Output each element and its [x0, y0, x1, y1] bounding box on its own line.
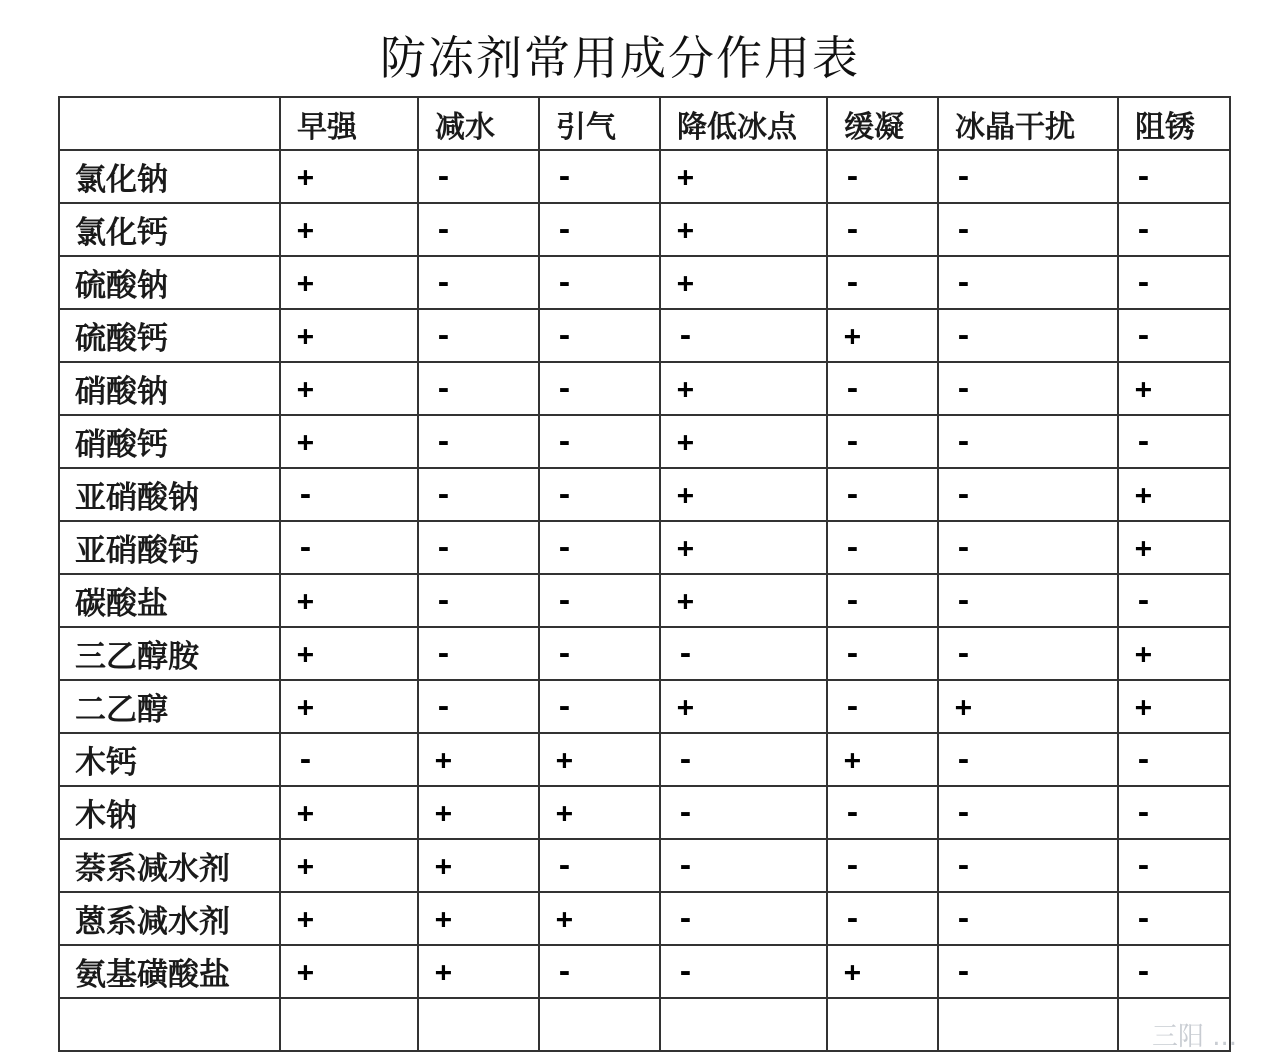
- table-row: [59, 415, 1230, 468]
- effect-mark-cell: -: [827, 786, 938, 839]
- effect-mark-cell: -: [280, 521, 418, 574]
- effect-mark-cell: +: [539, 786, 660, 839]
- effect-mark-cell: -: [539, 521, 660, 574]
- table-cell: [827, 998, 938, 1051]
- effect-mark-cell: +: [418, 733, 539, 786]
- table-header-row: [59, 97, 1230, 150]
- effect-mark-cell: -: [1118, 415, 1230, 468]
- effect-mark-cell: -: [938, 786, 1118, 839]
- effect-mark-cell: +: [660, 574, 827, 627]
- row-label: 硝酸钙: [59, 415, 280, 468]
- effect-mark-cell: -: [827, 362, 938, 415]
- effect-mark-cell: -: [539, 839, 660, 892]
- row-label: 木钠: [59, 786, 280, 839]
- effect-mark-cell: +: [280, 309, 418, 362]
- column-header: 减水: [418, 97, 539, 150]
- column-header: 缓凝: [827, 97, 938, 150]
- effect-mark-cell: -: [938, 256, 1118, 309]
- effect-mark-cell: +: [280, 415, 418, 468]
- table-row: [59, 203, 1230, 256]
- effect-mark-cell: -: [539, 945, 660, 998]
- effect-mark-cell: -: [938, 627, 1118, 680]
- effect-mark-cell: +: [418, 945, 539, 998]
- effect-mark-cell: +: [660, 203, 827, 256]
- table-row: [59, 998, 1230, 1051]
- effect-mark-cell: +: [660, 256, 827, 309]
- effect-mark-cell: -: [938, 521, 1118, 574]
- table-row: [59, 256, 1230, 309]
- effect-mark-cell: +: [827, 945, 938, 998]
- row-label: 氨基磺酸盐: [59, 945, 280, 998]
- effect-mark-cell: -: [418, 627, 539, 680]
- effect-mark-cell: -: [1118, 839, 1230, 892]
- effect-mark-cell: -: [418, 256, 539, 309]
- effect-mark-cell: -: [827, 256, 938, 309]
- effect-mark-cell: -: [660, 627, 827, 680]
- row-label: 二乙醇: [59, 680, 280, 733]
- effect-mark-cell: -: [660, 733, 827, 786]
- row-label: 硝酸钠: [59, 362, 280, 415]
- effect-mark-cell: -: [539, 415, 660, 468]
- effect-mark-cell: +: [280, 362, 418, 415]
- row-label: 氯化钙: [59, 203, 280, 256]
- table-cell: [539, 998, 660, 1051]
- effect-mark-cell: +: [280, 574, 418, 627]
- table-row: [59, 468, 1230, 521]
- effect-mark-cell: -: [827, 521, 938, 574]
- table-row: [59, 309, 1230, 362]
- effect-mark-cell: +: [1118, 521, 1230, 574]
- effect-mark-cell: -: [418, 680, 539, 733]
- table-row: [59, 627, 1230, 680]
- effect-mark-cell: +: [280, 627, 418, 680]
- effect-mark-cell: -: [938, 468, 1118, 521]
- row-label: 氯化钠: [59, 150, 280, 203]
- column-header: 引气: [539, 97, 660, 150]
- row-label: 萘系减水剂: [59, 839, 280, 892]
- effect-mark-cell: -: [660, 892, 827, 945]
- watermark: 三阳 ...: [1151, 1022, 1237, 1052]
- effect-mark-cell: +: [280, 892, 418, 945]
- table-cell: [59, 998, 280, 1051]
- table-body: [59, 150, 1230, 1051]
- effect-mark-cell: -: [418, 150, 539, 203]
- effect-mark-cell: +: [660, 468, 827, 521]
- effect-mark-cell: +: [1118, 680, 1230, 733]
- effect-mark-cell: -: [539, 574, 660, 627]
- effect-mark-cell: -: [1118, 733, 1230, 786]
- effect-mark-cell: +: [1118, 468, 1230, 521]
- effect-mark-cell: +: [280, 150, 418, 203]
- effect-mark-cell: -: [827, 415, 938, 468]
- effect-mark-cell: +: [660, 362, 827, 415]
- effect-mark-cell: -: [1118, 786, 1230, 839]
- effect-mark-cell: -: [938, 892, 1118, 945]
- effect-mark-cell: -: [539, 309, 660, 362]
- effect-mark-cell: -: [1118, 892, 1230, 945]
- table-row: [59, 680, 1230, 733]
- effect-mark-cell: -: [827, 203, 938, 256]
- effect-mark-cell: -: [827, 839, 938, 892]
- row-label: 木钙: [59, 733, 280, 786]
- effect-mark-cell: -: [280, 468, 418, 521]
- effect-mark-cell: -: [418, 203, 539, 256]
- effect-mark-cell: -: [418, 309, 539, 362]
- table-row: [59, 786, 1230, 839]
- table-row: [59, 362, 1230, 415]
- effect-mark-cell: -: [938, 839, 1118, 892]
- effect-mark-cell: -: [938, 203, 1118, 256]
- effect-mark-cell: -: [539, 362, 660, 415]
- effect-mark-cell: -: [418, 521, 539, 574]
- row-label: 蒽系减水剂: [59, 892, 280, 945]
- effect-mark-cell: -: [660, 945, 827, 998]
- effect-mark-cell: -: [938, 574, 1118, 627]
- effect-mark-cell: -: [539, 203, 660, 256]
- column-header: 冰晶干扰: [938, 97, 1118, 150]
- effect-mark-cell: -: [1118, 309, 1230, 362]
- effect-mark-cell: -: [938, 945, 1118, 998]
- corner-cell: [59, 97, 280, 150]
- effect-mark-cell: +: [539, 892, 660, 945]
- table-row: [59, 733, 1230, 786]
- effect-mark-cell: -: [418, 415, 539, 468]
- effect-mark-cell: -: [938, 309, 1118, 362]
- effect-mark-cell: -: [280, 733, 418, 786]
- effect-mark-cell: +: [280, 256, 418, 309]
- effect-mark-cell: -: [539, 150, 660, 203]
- effect-mark-cell: -: [660, 839, 827, 892]
- effect-mark-cell: -: [938, 150, 1118, 203]
- table-row: [59, 892, 1230, 945]
- effect-mark-cell: -: [827, 627, 938, 680]
- row-label: 硫酸钙: [59, 309, 280, 362]
- effect-mark-cell: -: [418, 468, 539, 521]
- effect-mark-cell: -: [1118, 574, 1230, 627]
- effect-mark-cell: -: [827, 574, 938, 627]
- row-label: 亚硝酸钠: [59, 468, 280, 521]
- effect-mark-cell: -: [1118, 203, 1230, 256]
- column-header: 降低冰点: [660, 97, 827, 150]
- effect-mark-cell: -: [539, 680, 660, 733]
- effect-mark-cell: -: [827, 680, 938, 733]
- page-title: 防冻剂常用成分作用表: [380, 31, 860, 85]
- table-cell: [938, 998, 1118, 1051]
- effect-mark-cell: +: [280, 945, 418, 998]
- effect-mark-cell: +: [660, 521, 827, 574]
- effect-mark-cell: -: [1118, 256, 1230, 309]
- effect-mark-cell: -: [539, 468, 660, 521]
- effect-mark-cell: -: [539, 627, 660, 680]
- table-row: [59, 150, 1230, 203]
- row-label: 硫酸钠: [59, 256, 280, 309]
- table-cell: [418, 998, 539, 1051]
- effect-mark-cell: +: [660, 415, 827, 468]
- effect-mark-cell: +: [1118, 627, 1230, 680]
- effect-mark-cell: +: [827, 309, 938, 362]
- table-row: [59, 839, 1230, 892]
- effect-mark-cell: -: [418, 574, 539, 627]
- effect-mark-cell: +: [280, 839, 418, 892]
- effect-mark-cell: +: [418, 786, 539, 839]
- table-row: [59, 521, 1230, 574]
- column-header: 阻锈: [1118, 97, 1230, 150]
- table-row: [59, 945, 1230, 998]
- effect-mark-cell: -: [539, 256, 660, 309]
- row-label: 碳酸盐: [59, 574, 280, 627]
- table-row: [59, 574, 1230, 627]
- ingredient-function-table: [58, 96, 1231, 1052]
- effect-mark-cell: -: [938, 733, 1118, 786]
- row-label: 三乙醇胺: [59, 627, 280, 680]
- row-label: 亚硝酸钙: [59, 521, 280, 574]
- effect-mark-cell: -: [1118, 150, 1230, 203]
- effect-mark-cell: -: [827, 468, 938, 521]
- table-cell: [280, 998, 418, 1051]
- effect-mark-cell: +: [660, 150, 827, 203]
- column-header: 早强: [280, 97, 418, 150]
- effect-mark-cell: +: [418, 839, 539, 892]
- effect-mark-cell: +: [827, 733, 938, 786]
- effect-mark-cell: +: [280, 203, 418, 256]
- effect-mark-cell: -: [418, 362, 539, 415]
- effect-mark-cell: +: [539, 733, 660, 786]
- effect-mark-cell: -: [660, 309, 827, 362]
- effect-mark-cell: +: [660, 680, 827, 733]
- effect-mark-cell: +: [280, 680, 418, 733]
- effect-mark-cell: +: [418, 892, 539, 945]
- effect-mark-cell: +: [938, 680, 1118, 733]
- effect-mark-cell: +: [280, 786, 418, 839]
- effect-mark-cell: -: [938, 415, 1118, 468]
- effect-mark-cell: -: [827, 892, 938, 945]
- table-cell: [660, 998, 827, 1051]
- effect-mark-cell: +: [1118, 362, 1230, 415]
- effect-mark-cell: -: [1118, 945, 1230, 998]
- effect-mark-cell: -: [660, 786, 827, 839]
- effect-mark-cell: -: [827, 150, 938, 203]
- effect-mark-cell: -: [938, 362, 1118, 415]
